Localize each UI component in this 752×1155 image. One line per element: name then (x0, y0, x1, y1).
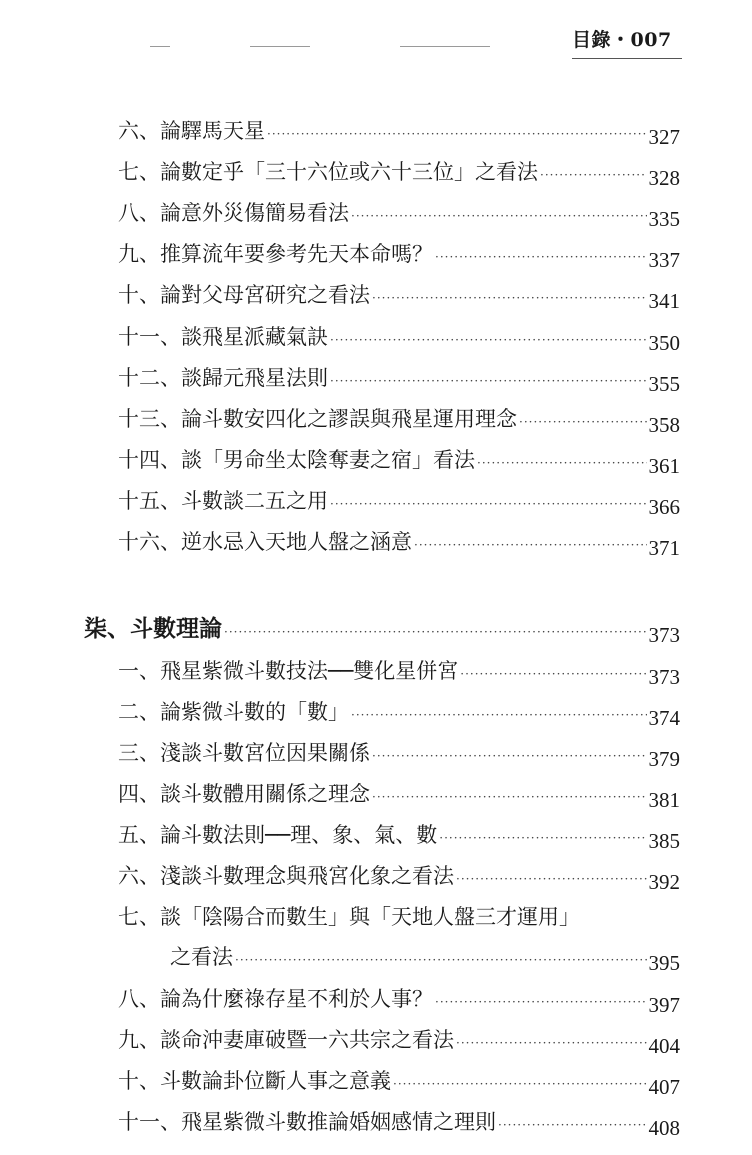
toc-entry-title: 十六、逆水忌入天地人盤之涵意 (118, 530, 412, 554)
toc-entry (0, 1064, 752, 1098)
toc-entry-title: 十二、談歸元飛星法則 (118, 366, 328, 390)
header-rule-segment (250, 46, 310, 47)
toc-entry-title: 十三、論斗數安四化之謬誤與飛星運用理念 (118, 407, 517, 431)
header-rule-segment (400, 46, 490, 47)
dot-leader (351, 698, 647, 732)
toc-entry-page: 381 (648, 788, 680, 812)
toc-entry-title: 十四、談「男命坐太陰奪妻之宿」看法 (118, 448, 475, 472)
dot-leader (477, 446, 647, 480)
dot-leader (456, 1026, 647, 1060)
header-rule-fragments (150, 46, 490, 50)
dot-leader (435, 240, 647, 274)
toc-entry (0, 196, 752, 230)
dot-leader (267, 117, 647, 151)
dot-leader (372, 281, 647, 315)
toc-entry-page: 404 (648, 1034, 680, 1058)
toc-entry-page: 392 (648, 870, 680, 894)
toc-entry-page: 361 (648, 454, 680, 478)
dot-leader (460, 657, 646, 691)
running-head: 目錄・007 (572, 29, 672, 51)
toc-entry-title: 九、談命沖妻庫破暨一六共宗之看法 (118, 1028, 454, 1052)
toc-entry (0, 777, 752, 811)
toc-entry-page: 397 (648, 993, 680, 1017)
dot-leader (439, 821, 646, 855)
toc-entry-page: 374 (648, 706, 680, 730)
toc-entry (0, 320, 752, 354)
dot-leader (393, 1067, 647, 1101)
toc-entry-page: 335 (648, 207, 680, 231)
dot-leader (330, 364, 647, 398)
dot-leader (435, 985, 647, 1019)
toc-entry-title: 十、斗數論卦位斷人事之意義 (118, 1069, 391, 1093)
toc-entry (0, 818, 752, 852)
toc-entry-title: 六、淺談斗數理念與飛宮化象之看法 (118, 864, 454, 888)
dot-leader (498, 1108, 647, 1142)
section-page: 373 (648, 623, 680, 647)
dot-leader (330, 487, 647, 521)
dot-leader (235, 943, 647, 977)
toc-entry-page: 385 (648, 829, 680, 853)
toc-entry-title-line1: 七、談「陰陽合而數生」與「天地人盤三才運用」 (118, 905, 580, 929)
toc-entry (0, 695, 752, 729)
toc-entry (0, 402, 752, 436)
running-head-rule (572, 58, 682, 59)
toc-entry-title: 十一、談飛星派藏氣訣 (118, 325, 328, 349)
toc-entry (0, 1023, 752, 1057)
header-rule-segment (150, 46, 170, 47)
dot-leader (540, 158, 647, 192)
toc-entry-title: 十、論對父母宮研究之看法 (118, 283, 370, 307)
toc-entry-title: 八、論為什麼祿存星不利於人事？ (118, 987, 433, 1011)
dot-leader (224, 615, 647, 649)
dot-leader (351, 199, 647, 233)
section-title: 柒、斗數理論 (84, 615, 222, 642)
dot-leader (372, 780, 647, 814)
toc-entry (0, 155, 752, 189)
toc-entry-page: 371 (648, 536, 680, 560)
dot-leader (372, 739, 647, 773)
toc-entry (0, 654, 752, 688)
toc-entry (0, 982, 752, 1016)
toc-entry-page: 327 (648, 125, 680, 149)
toc-entry-title: 六、論驛馬天星 (118, 119, 265, 143)
toc-entry (0, 237, 752, 271)
toc-entry-title: 十一、飛星紫微斗數推論婚姻感情之理則 (118, 1110, 496, 1134)
toc-entry-page: 395 (648, 951, 680, 975)
toc-entry-title-line2: 之看法 (170, 945, 233, 969)
toc-entry (0, 525, 752, 559)
toc-entry-title: 七、論數定乎「三十六位或六十三位」之看法 (118, 160, 538, 184)
dot-leader (519, 405, 647, 439)
toc-entry-page: 341 (648, 289, 680, 313)
toc-entry (0, 114, 752, 148)
toc-entry-page: 373 (648, 665, 680, 689)
toc-entry-title: 九、推算流年要參考先天本命嗎？ (118, 242, 433, 266)
toc-entry (0, 443, 752, 477)
dot-leader (456, 862, 647, 896)
toc-entry (0, 736, 752, 770)
toc-entry-page: 366 (648, 495, 680, 519)
toc-entry-page: 358 (648, 413, 680, 437)
toc-entry-title: 二、論紫微斗數的「數」 (118, 700, 349, 724)
toc-entry-title: 十五、斗數談二五之用 (118, 489, 328, 513)
toc-entry-title: 四、談斗數體用關係之理念 (118, 782, 370, 806)
toc-entry-title: 三、淺談斗數宮位因果關係 (118, 741, 370, 765)
toc-entry (0, 484, 752, 518)
dot-leader (330, 323, 647, 357)
toc-entry (0, 278, 752, 312)
toc-entry-page: 407 (648, 1075, 680, 1099)
toc-section-heading (0, 612, 752, 646)
toc-entry-page: 350 (648, 331, 680, 355)
toc-entry (0, 859, 752, 893)
toc-entry (0, 940, 752, 974)
toc-entry (0, 1105, 752, 1139)
dot-leader (414, 528, 647, 562)
toc-entry (0, 361, 752, 395)
toc-entry-page: 355 (648, 372, 680, 396)
toc-entry-page: 379 (648, 747, 680, 771)
toc-entry-title: 一、飛星紫微斗數技法──雙化星併宮 (118, 659, 459, 683)
toc-entry-page: 337 (648, 248, 680, 272)
toc-entry-page: 328 (648, 166, 680, 190)
toc-entry-title: 五、論斗數法則──理、象、氣、數 (118, 823, 438, 847)
toc-entry-page: 408 (648, 1116, 680, 1140)
toc-entry-title: 八、論意外災傷簡易看法 (118, 201, 349, 225)
